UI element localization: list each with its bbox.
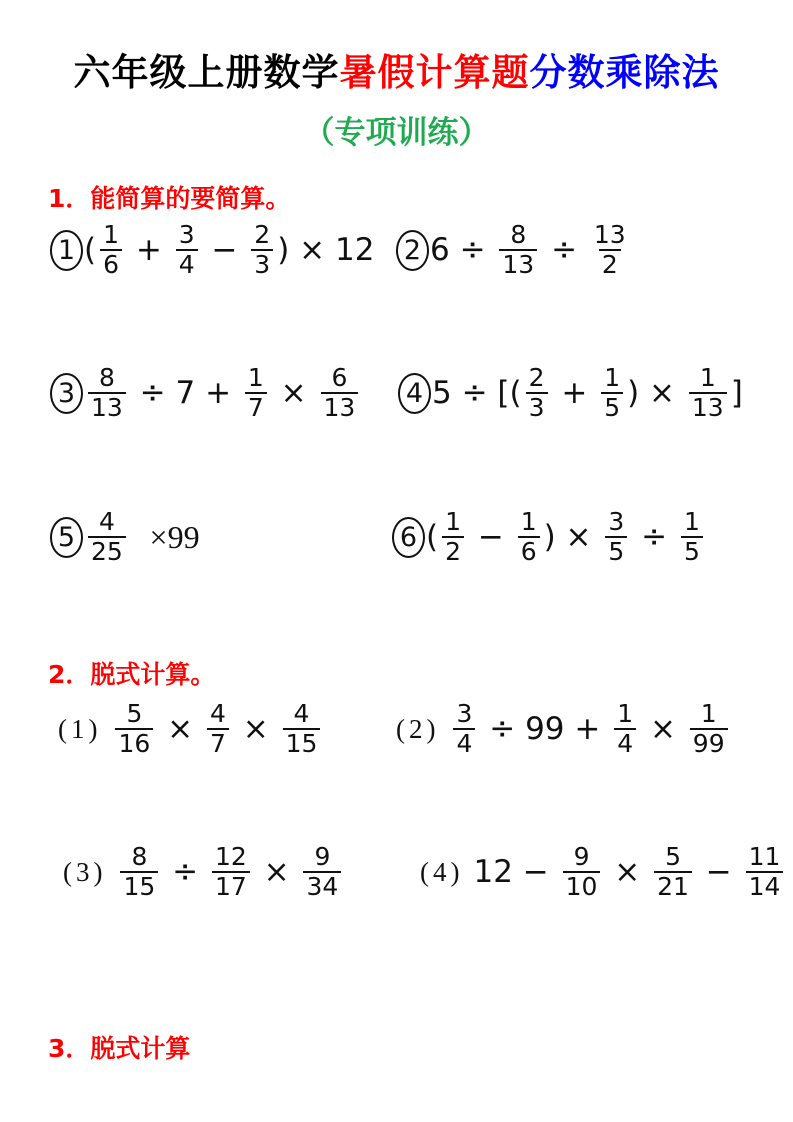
section-1-heading: 1．能简算的要简算。 xyxy=(48,184,291,213)
denominator: 3 xyxy=(526,392,548,422)
math-text: ÷ xyxy=(631,519,677,555)
problem-2-2 xyxy=(396,693,732,765)
denominator: 4 xyxy=(176,249,198,279)
problem-number: (2) xyxy=(396,713,440,744)
numerator: 1 xyxy=(520,507,537,536)
math-text: − xyxy=(468,519,514,555)
title-part-subject: 分数乘除法 xyxy=(529,51,720,94)
problem-3 xyxy=(50,357,362,429)
numerator: 1 xyxy=(103,220,120,249)
numerator: 11 xyxy=(748,842,781,871)
numerator: 3 xyxy=(178,220,195,249)
denominator: 3 xyxy=(251,249,273,279)
fraction xyxy=(605,508,627,566)
expression xyxy=(430,221,633,279)
numerator: 1 xyxy=(247,363,264,392)
math-text: ( xyxy=(84,232,97,268)
fraction xyxy=(499,221,537,279)
numerator: 1 xyxy=(445,507,462,536)
numerator: 4 xyxy=(98,507,115,536)
fraction xyxy=(689,364,727,422)
fraction xyxy=(601,364,623,422)
problem-4 xyxy=(398,357,743,429)
fraction xyxy=(681,508,703,566)
denominator: 99 xyxy=(690,728,728,758)
fraction xyxy=(303,843,341,901)
denominator: 7 xyxy=(245,392,267,422)
fraction xyxy=(115,700,153,758)
math-text: × xyxy=(640,711,686,747)
denominator: 4 xyxy=(614,728,636,758)
denominator: 2 xyxy=(599,249,621,279)
fraction xyxy=(321,364,359,422)
fraction xyxy=(518,508,540,566)
fraction xyxy=(591,221,629,279)
math-text: + xyxy=(551,375,598,411)
denominator: 5 xyxy=(681,536,703,566)
problem-1 xyxy=(50,214,374,286)
fraction xyxy=(207,700,229,758)
numerator: 1 xyxy=(700,699,717,728)
numerator: 4 xyxy=(209,699,226,728)
math-text: ÷ 7 + xyxy=(129,375,241,411)
section-2-heading: 2．脱式计算。 xyxy=(48,660,216,689)
math-text: − xyxy=(201,232,248,268)
numerator: 2 xyxy=(254,220,271,249)
problem-number: (1) xyxy=(58,713,102,744)
numerator: 6 xyxy=(331,363,348,392)
math-text: × xyxy=(157,711,203,747)
circled-number: 2 xyxy=(396,230,429,271)
denominator: 2 xyxy=(442,536,464,566)
math-text: ] xyxy=(730,375,743,411)
title-part-topic: 暑假计算题 xyxy=(339,51,530,94)
denominator: 10 xyxy=(563,871,601,901)
title-part-course: 六年级上册数学 xyxy=(73,51,340,94)
math-text: × xyxy=(604,854,651,890)
problem-2 xyxy=(396,214,633,286)
numerator: 1 xyxy=(617,699,634,728)
circled-number: 6 xyxy=(392,517,425,558)
expression xyxy=(426,508,707,566)
fraction xyxy=(176,221,198,279)
problem-2-3 xyxy=(63,836,345,908)
math-text: × xyxy=(232,711,279,747)
numerator: 4 xyxy=(293,699,310,728)
fraction xyxy=(245,364,267,422)
page-title xyxy=(0,42,793,96)
denominator: 21 xyxy=(654,871,692,901)
expression xyxy=(84,508,200,566)
numerator: 1 xyxy=(699,363,716,392)
math-text: 6 ÷ xyxy=(430,232,496,268)
math-text: ) × xyxy=(627,375,685,411)
numerator: 3 xyxy=(608,507,625,536)
expression xyxy=(84,221,374,279)
section-3-heading: 3．脱式计算 xyxy=(48,1034,191,1063)
problem-2-1 xyxy=(58,693,324,765)
denominator: 4 xyxy=(453,728,475,758)
fraction xyxy=(100,221,122,279)
denominator: 15 xyxy=(283,728,321,758)
numerator: 1 xyxy=(604,363,621,392)
math-text: + xyxy=(126,232,172,268)
expression xyxy=(449,700,731,758)
problem-number: (4) xyxy=(420,856,464,887)
circled-number: 3 xyxy=(50,373,83,414)
denominator: 25 xyxy=(88,536,126,566)
numerator: 9 xyxy=(314,842,331,871)
page-subtitle: （专项训练） xyxy=(303,115,490,151)
numerator: 5 xyxy=(126,699,143,728)
fraction xyxy=(88,508,126,566)
math-text: ÷ 99 + xyxy=(479,711,611,747)
math-text: ) × 12 xyxy=(277,232,375,268)
numerator: 13 xyxy=(593,220,626,249)
problem-number: (3) xyxy=(63,856,107,887)
denominator: 13 xyxy=(689,392,727,422)
denominator: 6 xyxy=(518,536,540,566)
problem-6 xyxy=(392,501,707,573)
denominator: 5 xyxy=(601,392,623,422)
fraction xyxy=(251,221,273,279)
numerator: 5 xyxy=(665,842,681,871)
denominator: 16 xyxy=(115,728,153,758)
denominator: 7 xyxy=(207,728,229,758)
numerator: 3 xyxy=(456,699,473,728)
numerator: 8 xyxy=(98,363,115,392)
expression xyxy=(84,364,362,422)
expression xyxy=(116,843,345,901)
math-text: ÷ xyxy=(541,232,587,268)
fraction xyxy=(563,843,601,901)
circled-number: 1 xyxy=(50,230,83,271)
math-text: ÷ xyxy=(162,854,208,890)
denominator: 17 xyxy=(212,871,250,901)
math-text: 5 ÷ [( xyxy=(432,375,522,411)
denominator: 13 xyxy=(88,392,126,422)
denominator: 14 xyxy=(746,871,784,901)
denominator: 34 xyxy=(303,871,341,901)
expression xyxy=(473,843,787,901)
fraction xyxy=(614,700,636,758)
circled-number: 4 xyxy=(398,373,431,414)
fraction xyxy=(120,843,158,901)
denominator: 6 xyxy=(100,249,122,279)
problem-5 xyxy=(50,501,200,573)
math-text: 12 − xyxy=(473,854,559,890)
numerator: 2 xyxy=(528,363,545,392)
fraction xyxy=(654,843,692,901)
problem-2-4 xyxy=(420,836,787,908)
fraction xyxy=(212,843,250,901)
numerator: 8 xyxy=(131,842,148,871)
numerator: 8 xyxy=(510,220,527,249)
math-text xyxy=(130,519,150,555)
fraction xyxy=(526,364,548,422)
fraction xyxy=(690,700,728,758)
fraction xyxy=(746,843,784,901)
math-text: − xyxy=(695,854,742,890)
fraction xyxy=(88,364,126,422)
fraction xyxy=(453,700,475,758)
denominator: 15 xyxy=(120,871,158,901)
expression xyxy=(432,364,743,422)
denominator: 13 xyxy=(499,249,537,279)
denominator: 5 xyxy=(605,536,627,566)
expression xyxy=(111,700,324,758)
numerator: 1 xyxy=(683,507,700,536)
numerator: 12 xyxy=(214,842,247,871)
numerator: 9 xyxy=(573,842,590,871)
circled-number: 5 xyxy=(50,517,83,558)
fraction xyxy=(283,700,321,758)
math-text: × xyxy=(270,375,317,411)
fraction xyxy=(442,508,464,566)
math-text: × xyxy=(253,854,300,890)
math-text: ) × xyxy=(543,519,602,555)
math-text: ( xyxy=(426,519,439,555)
denominator: 13 xyxy=(321,392,359,422)
math-text-serif: ×99 xyxy=(149,518,200,555)
